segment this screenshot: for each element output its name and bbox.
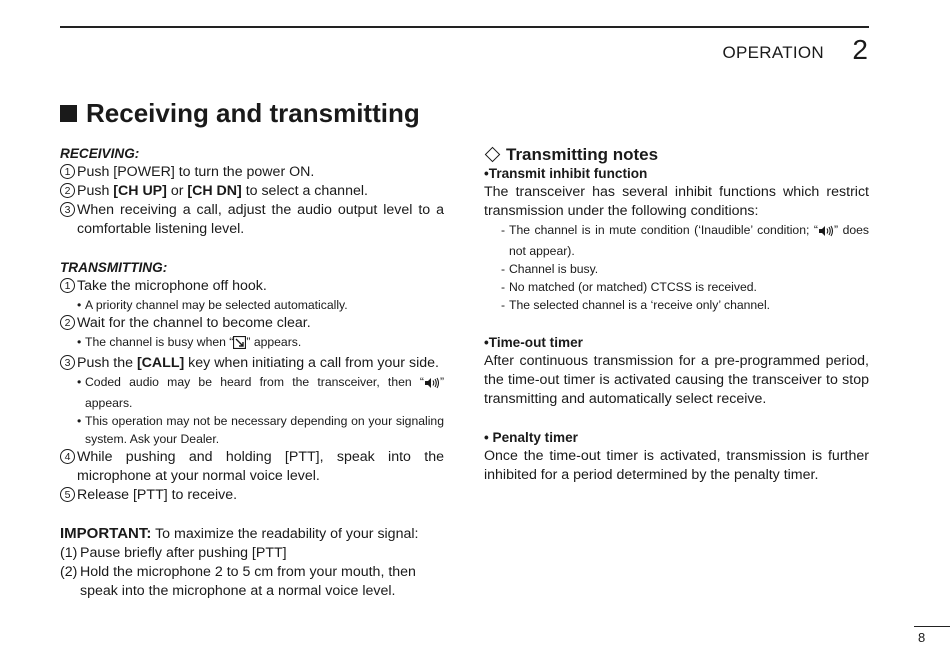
ch-dn-key-label: [CH DN] xyxy=(187,183,242,199)
transmitting-step-2 xyxy=(60,314,444,333)
subheading-text: Time-out timer xyxy=(488,335,583,350)
item-number: (1) xyxy=(60,545,78,561)
condition-1 xyxy=(484,221,869,260)
subheading-text: Transmit inhibit function xyxy=(488,166,648,181)
note xyxy=(60,296,444,314)
condition-text: The channel is in mute condition (‘Inaudible’ condition; “ xyxy=(509,223,818,237)
inhibit-heading xyxy=(484,164,869,183)
receiving-step-1 xyxy=(60,163,444,182)
dash: - xyxy=(501,298,506,312)
step-number: 3 xyxy=(60,355,75,370)
condition-3 xyxy=(484,278,869,296)
important-text: To maximize the readability of your signal: xyxy=(151,526,419,542)
step-number: 1 xyxy=(60,164,75,179)
condition-text: Channel is busy. xyxy=(509,262,599,276)
important-item-1 xyxy=(60,544,444,563)
note-text: A priority channel may be selected automatically. xyxy=(85,298,348,312)
transmitting-notes-heading xyxy=(484,145,869,164)
bullet: • xyxy=(77,375,82,389)
item-text: Hold the microphone 2 to 5 cm from your mouth, then speak into the microphone at a normal voice level. xyxy=(80,564,416,599)
condition-2 xyxy=(484,260,869,278)
dash: - xyxy=(501,262,506,276)
dash: - xyxy=(501,223,506,237)
condition-text: The selected channel is a ‘receive only’ channel. xyxy=(509,298,771,312)
note xyxy=(60,412,444,448)
bullet: • xyxy=(484,335,489,350)
step-text: While pushing and holding [PTT], speak into the microphone at your normal voice level. xyxy=(77,449,444,484)
left-column xyxy=(60,144,444,601)
step-text: Push xyxy=(77,183,114,199)
step-text: Push [POWER] to turn the power ON. xyxy=(77,164,315,180)
step-text: Push the xyxy=(77,355,137,371)
condition-4 xyxy=(484,296,869,314)
important-note xyxy=(60,524,444,544)
note-text: ” appears. xyxy=(85,375,444,410)
condition-text: ” does not appear). xyxy=(509,223,870,258)
transmitting-heading: TRANSMITTING: xyxy=(60,260,168,275)
important-label: IMPORTANT: xyxy=(60,525,152,542)
bullet: • xyxy=(77,414,82,428)
step-text: to select a channel. xyxy=(241,183,368,199)
step-number: 3 xyxy=(60,202,75,217)
receiving-step-2 xyxy=(60,182,444,201)
step-number: 2 xyxy=(60,183,75,198)
inhibit-text: The transceiver has several inhibit functions which restrict transmission under the following conditions: xyxy=(484,184,869,219)
item-number: (2) xyxy=(60,564,78,580)
receiving-heading: RECEIVING: xyxy=(60,146,140,161)
chapter-number: 2 xyxy=(852,34,868,65)
footer-rule xyxy=(914,626,950,627)
condition-text: No matched (or matched) CTCSS is received. xyxy=(509,280,757,294)
transmitting-step-3 xyxy=(60,354,444,373)
item-text: Pause briefly after pushing [PTT] xyxy=(80,545,287,561)
transmitting-step-4 xyxy=(60,448,444,486)
receiving-step-3 xyxy=(60,201,444,239)
call-key-label: [CALL] xyxy=(136,355,185,371)
section-title xyxy=(60,98,420,129)
right-column xyxy=(484,144,869,485)
subheading-text: Penalty timer xyxy=(492,430,578,445)
important-item-2 xyxy=(60,563,444,601)
penalty-text: Once the time-out timer is activated, transmission is further inhibited for a period determined by the penalty timer. xyxy=(484,448,869,483)
black-square-icon xyxy=(60,105,77,122)
dash: - xyxy=(501,280,506,294)
speaker-audio-icon xyxy=(424,376,440,394)
note-text: This operation may not be necessary depending on your signaling system. Ask your Dealer. xyxy=(85,414,444,446)
step-text: Take the microphone off hook. xyxy=(77,278,267,294)
step-text: When receiving a call, adjust the audio output level to a comfortable listening level. xyxy=(77,202,444,237)
step-text: Release [PTT] to receive. xyxy=(77,487,238,503)
step-text: key when initiating a call from your side. xyxy=(184,355,439,371)
note-text: ” appears. xyxy=(246,335,302,349)
step-number: 5 xyxy=(60,487,75,502)
bullet: • xyxy=(484,430,489,445)
bullet: • xyxy=(77,335,82,349)
step-number: 1 xyxy=(60,278,75,293)
penalty-heading xyxy=(484,428,869,447)
step-number: 4 xyxy=(60,449,75,464)
step-number: 2 xyxy=(60,315,75,330)
transmitting-step-1 xyxy=(60,277,444,296)
header-rule xyxy=(60,26,869,28)
heading-text: Transmitting notes xyxy=(506,145,659,164)
timeout-heading xyxy=(484,333,869,352)
step-text: Wait for the channel to become clear. xyxy=(77,315,311,331)
speaker-audio-icon xyxy=(818,224,834,242)
chapter-label: OPERATION xyxy=(722,43,824,62)
diamond-icon xyxy=(485,147,501,163)
note xyxy=(60,373,444,412)
note-text: Coded audio may be heard from the transceiver, then “ xyxy=(85,375,424,389)
busy-channel-icon xyxy=(233,336,246,354)
note xyxy=(60,333,444,354)
step-text: or xyxy=(166,183,188,199)
ch-up-key-label: [CH UP] xyxy=(113,183,167,199)
timeout-text: After continuous transmission for a pre-programmed period, the time-out timer is activated causing the transceiver to stop transmitting and automatically select receive. xyxy=(484,353,869,407)
transmitting-step-5 xyxy=(60,486,444,505)
section-title-text: Receiving and transmitting xyxy=(86,98,420,128)
bullet: • xyxy=(77,298,82,312)
bullet: • xyxy=(484,166,489,181)
page-number: 8 xyxy=(918,630,926,645)
note-text: The channel is busy when “ xyxy=(85,335,234,349)
